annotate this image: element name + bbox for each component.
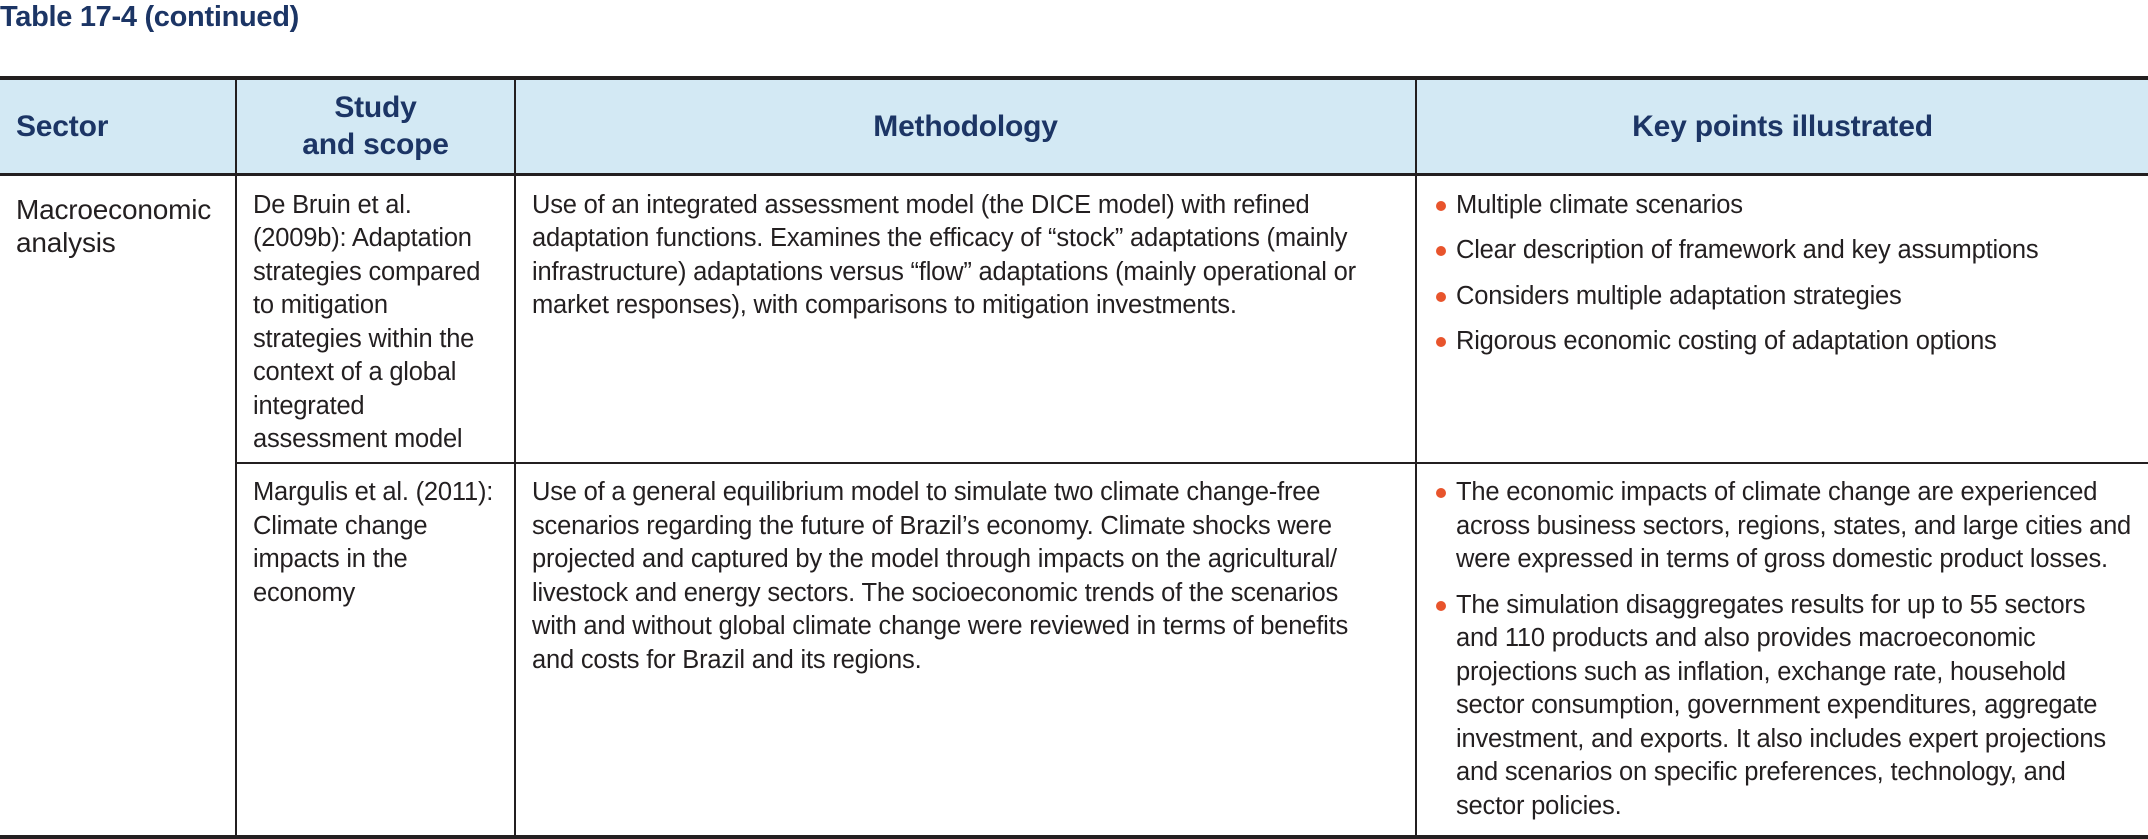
header-methodology: Methodology xyxy=(515,78,1416,174)
methodology-cell: Use of a general equilibrium model to simulate two climate change-free scenarios regarding the future of Brazil’s economy. Climate shocks were projected and captured by the model through impacts on the agricultural/ livestock and energy sectors. The socioeconomic trends of the scenarios with and without global climate change were reviewed in terms of benefits and costs for Brazil and its regions. xyxy=(515,463,1416,837)
bullet-icon xyxy=(1436,201,1446,211)
list-item xyxy=(1434,189,2134,223)
header-study-line1: Study xyxy=(334,91,417,125)
bullet-icon xyxy=(1436,337,1446,347)
key-point-text: Rigorous economic costing of adaptation options xyxy=(1456,327,1997,355)
key-point-text: Considers multiple adaptation strategies xyxy=(1456,281,1902,310)
study-cell: De Bruin et al. (2009b): Adaptation strategies compared to mitigation strategies within the context of a global integrated assessment model xyxy=(236,174,515,463)
study-cell: Margulis et al. (2011): Climate change impacts in the economy xyxy=(236,463,515,837)
key-point-text: Multiple climate scenarios xyxy=(1456,190,1743,219)
list-item xyxy=(1434,476,2134,577)
header-sector: Sector xyxy=(0,78,236,174)
list-item xyxy=(1434,325,2134,359)
table-row xyxy=(0,463,2148,837)
header-key-points: Key points illustrated xyxy=(1416,78,2148,174)
key-points-cell xyxy=(1416,463,2148,837)
sector-label: Macroeconomic analysis xyxy=(16,193,212,258)
key-points-list xyxy=(1434,476,2134,823)
bullet-icon xyxy=(1436,601,1446,611)
header-study-line2: and scope xyxy=(302,128,449,162)
key-point-text: The simulation disaggregates results for up to 55 sectors and 110 products and also provides macroeconomic projections such as inflation, exchange rate, household sector consumption, government expenditures, aggregate investment, and exports. It also includes expert projections and scenarios on specific preferences, technology, and sector policies. xyxy=(1456,590,2106,820)
studies-table xyxy=(0,76,2148,839)
methodology-cell: Use of an integrated assessment model (the DICE model) with refined adaptation functions. Examines the efficacy of “stock” adaptations (mainly infrastructure) adaptations versus “flow” adaptations (mainly operational or market responses), with comparisons to mitigation investments. xyxy=(515,174,1416,463)
list-item xyxy=(1434,280,2134,314)
header-study-and-scope xyxy=(236,78,515,174)
key-points-list xyxy=(1434,189,2134,359)
table-caption: Table 17-4 (continued) xyxy=(0,1,300,33)
key-points-cell xyxy=(1416,174,2148,463)
bullet-icon xyxy=(1436,488,1446,498)
key-point-text: The economic impacts of climate change are experienced across business sectors, regions, states, and large cities and were expressed in terms of gross domestic product losses. xyxy=(1456,478,2132,573)
bullet-icon xyxy=(1436,246,1446,256)
list-item xyxy=(1434,589,2134,824)
list-item xyxy=(1434,234,2134,268)
table-row xyxy=(0,174,2148,463)
bullet-icon xyxy=(1436,292,1446,302)
table-header-row xyxy=(0,78,2148,174)
key-point-text: Clear description of framework and key assumptions xyxy=(1456,236,2039,264)
sector-cell xyxy=(0,174,236,837)
